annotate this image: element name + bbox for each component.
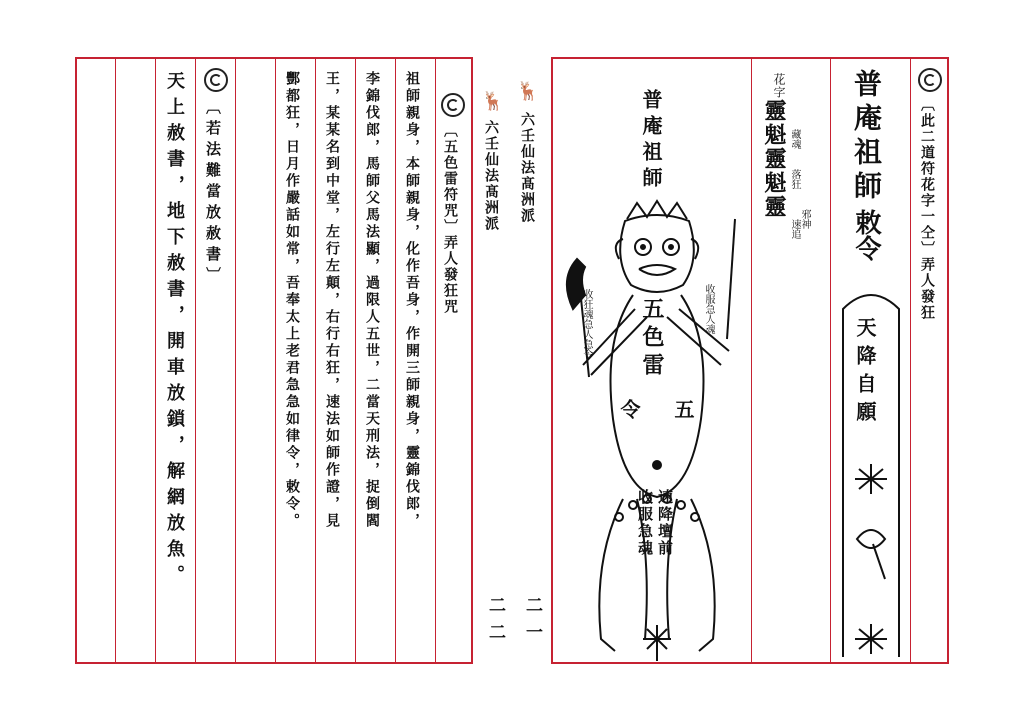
deer-icon: 🦌 (516, 81, 540, 102)
text-column-heaven-earth: 天上赦書，地下赦書，開車放鎖，解網放魚。 (164, 71, 185, 591)
thunder-deity-figure (563, 199, 749, 664)
column-divider (910, 59, 911, 662)
flower-note-4: 速追 (789, 219, 800, 239)
flower-label: 花字 (772, 73, 786, 99)
text-column-if-hard: 〔若法難當放赦書〕 (204, 99, 222, 288)
figure-body-ling: 令 (617, 399, 641, 423)
figure-body-wu: 五 (671, 399, 695, 423)
column-divider (275, 59, 276, 662)
flower-glyphs: 靈魁靈魁靈 (761, 99, 787, 219)
text-column-body-3: 酆都狂，日月作嚴話如常，吾奉太上老君急急如律令，敕令。 (284, 71, 300, 530)
talisman-title: 普庵祖師 (850, 69, 883, 205)
seal-icon (441, 93, 465, 117)
column-divider (115, 59, 116, 662)
column-divider (751, 59, 752, 662)
seal-icon (918, 68, 942, 92)
text-column-spell-title: 〔五色雷符咒〕弄人發狂咒 (442, 123, 458, 315)
flower-note-1: 藏魂 (789, 129, 800, 149)
column-divider (395, 59, 396, 662)
lineage-column-b: 六壬仙法髙洲派 (519, 112, 535, 224)
column-divider (155, 59, 156, 662)
page-number-left: 二二 (485, 596, 505, 650)
figure-title: 普庵祖師 (639, 89, 663, 193)
heaven-descends: 天降自願 (853, 317, 877, 429)
column-divider (195, 59, 196, 662)
left-page (75, 57, 473, 664)
column-divider (435, 59, 436, 662)
figure-legs-1: 速降壇前 (656, 489, 674, 557)
column-divider (235, 59, 236, 662)
text-column-body-1: 李錦伐郎，馬師父馬法顯，過限人五世，二當天刑法，捉倒閻 (364, 71, 380, 530)
deer-icon: 🦌 (481, 91, 505, 112)
decree-glyph: 敕令 (851, 209, 881, 261)
figure-body-main: 五色雷 (639, 297, 665, 381)
text-column-body-0: 祖師親身，本師親身，化作吾身，作開三師親身，靈錦伐郎， (404, 71, 420, 530)
column-divider (355, 59, 356, 662)
right-page (551, 57, 949, 664)
column-divider (315, 59, 316, 662)
figure-arm-left: 收狂魂急人急令 (581, 289, 592, 359)
seal-icon (204, 68, 228, 92)
column-divider (830, 59, 831, 662)
flower-note-3: 邪神 (799, 209, 810, 229)
header-note: 〔此二道符花字一仝〕弄人發狂 (919, 97, 935, 321)
lineage-column-a: 六壬仙法髙洲派 (483, 120, 499, 232)
figure-arm-right: 收服急人魂 (703, 284, 714, 334)
flower-note-2: 落狂 (789, 169, 800, 189)
page-number-right: 二一 (522, 596, 542, 650)
text-column-body-2: 王，某某名到中堂，左行左顛，右行右狂，速法如師作證，見 (324, 71, 340, 530)
figure-legs-2: 收服急魂 (636, 489, 654, 557)
